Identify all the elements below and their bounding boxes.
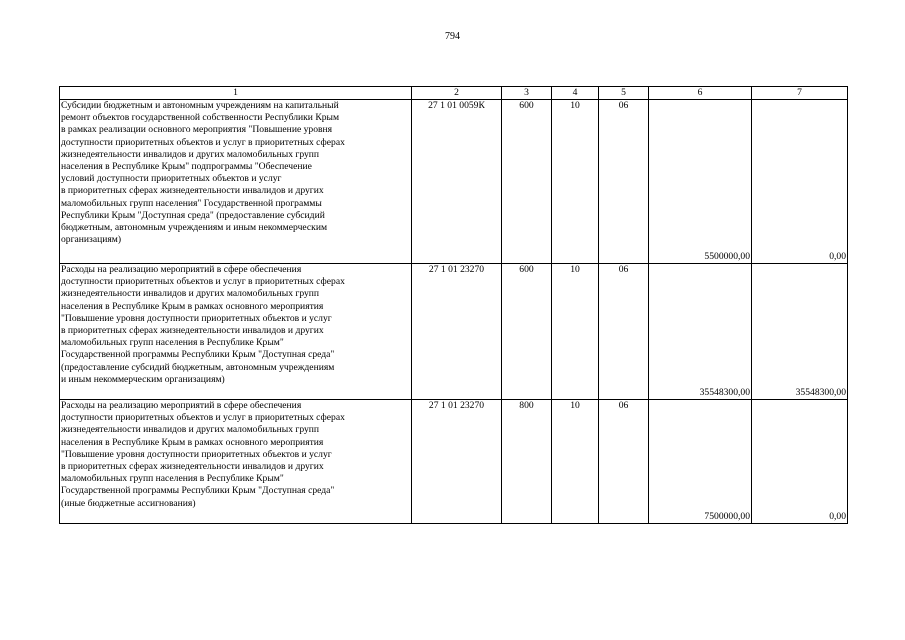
target-code-cell: 27 1 01 23270 xyxy=(412,264,502,400)
column-number: 3 xyxy=(502,87,552,100)
column-number: 4 xyxy=(552,87,599,100)
table-row xyxy=(60,264,848,400)
section-cell: 10 xyxy=(552,100,599,264)
table-row xyxy=(60,100,848,264)
page-number: 794 xyxy=(445,31,460,42)
column-number: 5 xyxy=(599,87,649,100)
row-description: Субсидии бюджетным и автономным учреждениям на капитальный ремонт объектов государственной собственности Республики Крым в рамках реализации основного мероприятия "Повышение уровня доступности приоритетных объектов и услуг в приоритетных сферах жизнедеятельности инвалидов и других маломобильных групп населения в Республике Крым" подпрограммы "Обеспечение условий доступности приоритетных объектов и услуг в приоритетных сферах жизнедеятельности инвалидов и других маломобильных групп населения" Государственной программы Республики Крым "Доступная среда" (предоставление субсидий бюджетным, автономным учреждениям и иным некоммерческим организациям) xyxy=(60,100,412,264)
section-cell: 10 xyxy=(552,264,599,400)
subsection-cell: 06 xyxy=(599,400,649,524)
amount-1-cell: 7500000,00 xyxy=(649,400,752,524)
amount-1-cell: 35548300,00 xyxy=(649,264,752,400)
amount-1-cell: 5500000,00 xyxy=(649,100,752,264)
amount-2-cell: 35548300,00 xyxy=(752,264,848,400)
column-number: 6 xyxy=(649,87,752,100)
column-number: 2 xyxy=(412,87,502,100)
subsection-cell: 06 xyxy=(599,264,649,400)
expense-type-cell: 600 xyxy=(502,100,552,264)
column-number-row xyxy=(60,87,848,100)
subsection-cell: 06 xyxy=(599,100,649,264)
target-code-cell: 27 1 01 0059К xyxy=(412,100,502,264)
table-row xyxy=(60,400,848,524)
amount-2-cell: 0,00 xyxy=(752,100,848,264)
amount-2-cell: 0,00 xyxy=(752,400,848,524)
row-description: Расходы на реализацию мероприятий в сфере обеспечения доступности приоритетных объектов и услуг в приоритетных сферах жизнедеятельности инвалидов и других маломобильных групп населения в Республике Крым в рамках основного мероприятия "Повышение уровня доступности приоритетных объектов и услуг в приоритетных сферах жизнедеятельности инвалидов и других маломобильных групп населения в Республике Крым" Государственной программы Республики Крым "Доступная среда" (иные бюджетные ассигнования) xyxy=(60,400,412,524)
column-number: 1 xyxy=(60,87,412,100)
column-number: 7 xyxy=(752,87,848,100)
expense-type-cell: 600 xyxy=(502,264,552,400)
section-cell: 10 xyxy=(552,400,599,524)
row-description: Расходы на реализацию мероприятий в сфере обеспечения доступности приоритетных объектов и услуг в приоритетных сферах жизнедеятельности инвалидов и других маломобильных групп населения в Республике Крым в рамках основного мероприятия "Повышение уровня доступности приоритетных объектов и услуг в приоритетных сферах жизнедеятельности инвалидов и других маломобильных групп населения в Республике Крым" Государственной программы Республики Крым "Доступная среда" (предоставление субсидий бюджетным, автономным учреждениям и иным некоммерческим организациям) xyxy=(60,264,412,400)
expense-type-cell: 800 xyxy=(502,400,552,524)
budget-table xyxy=(59,86,848,524)
target-code-cell: 27 1 01 23270 xyxy=(412,400,502,524)
